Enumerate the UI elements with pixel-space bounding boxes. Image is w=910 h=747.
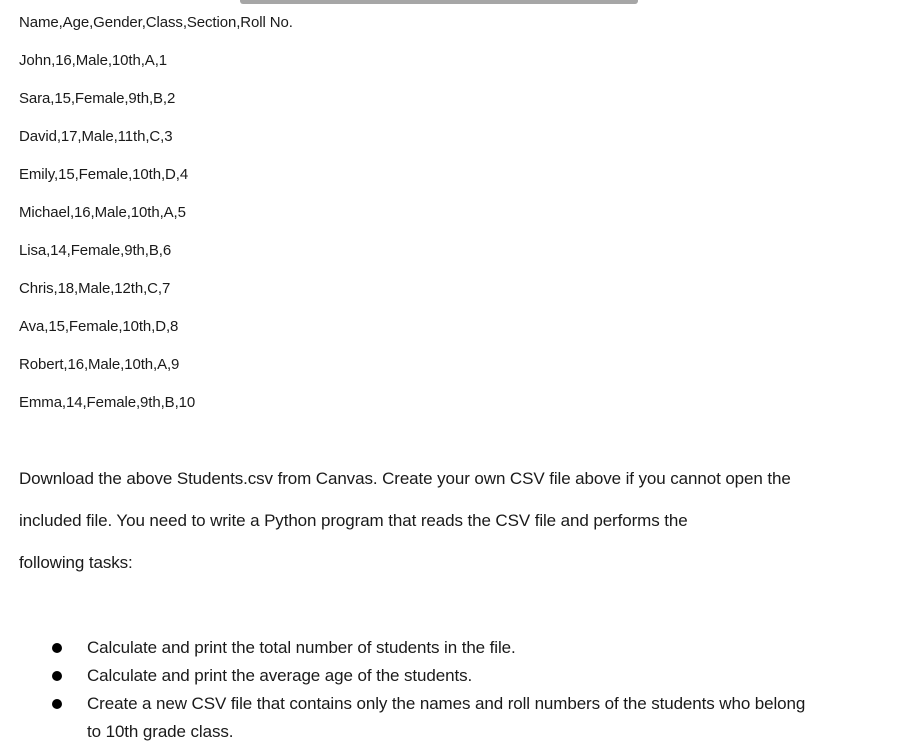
task-text-continued: to 10th grade class. — [87, 722, 234, 741]
bullet-dot-icon — [52, 643, 62, 653]
csv-row: Lisa,14,Female,9th,B,6 — [19, 242, 172, 259]
csv-row: Ava,15,Female,10th,D,8 — [19, 318, 179, 335]
instructions-line: Download the above Students.csv from Canvas. Create your own CSV file above if you cannot open the — [19, 469, 791, 488]
task-text: Create a new CSV file that contains only the names and roll numbers of the students who belong — [87, 694, 806, 713]
bullet-dot-icon — [52, 699, 62, 709]
csv-row: Michael,16,Male,10th,A,5 — [19, 204, 186, 221]
instructions-line: following tasks: — [19, 553, 133, 572]
task-list — [0, 634, 910, 746]
csv-header-line: Name,Age,Gender,Class,Section,Roll No. — [19, 14, 293, 31]
csv-row: Emma,14,Female,9th,B,10 — [19, 394, 196, 411]
csv-row: Emily,15,Female,10th,D,4 — [19, 166, 189, 183]
task-item — [0, 690, 910, 746]
csv-row: Sara,15,Female,9th,B,2 — [19, 90, 176, 107]
bullet-dot-icon — [52, 671, 62, 681]
csv-row: John,16,Male,10th,A,1 — [19, 52, 168, 69]
instructions-paragraph — [19, 458, 899, 584]
scroll-indicator — [240, 0, 638, 4]
csv-data-block — [19, 4, 293, 422]
task-item — [0, 662, 910, 690]
csv-row: David,17,Male,11th,C,3 — [19, 128, 173, 145]
csv-row: Chris,18,Male,12th,C,7 — [19, 280, 171, 297]
task-item — [0, 634, 910, 662]
task-text: Calculate and print the total number of students in the file. — [87, 638, 516, 657]
task-text: Calculate and print the average age of the students. — [87, 666, 473, 685]
instructions-line: included file. You need to write a Python program that reads the CSV file and performs the — [19, 511, 688, 530]
csv-row: Robert,16,Male,10th,A,9 — [19, 356, 180, 373]
